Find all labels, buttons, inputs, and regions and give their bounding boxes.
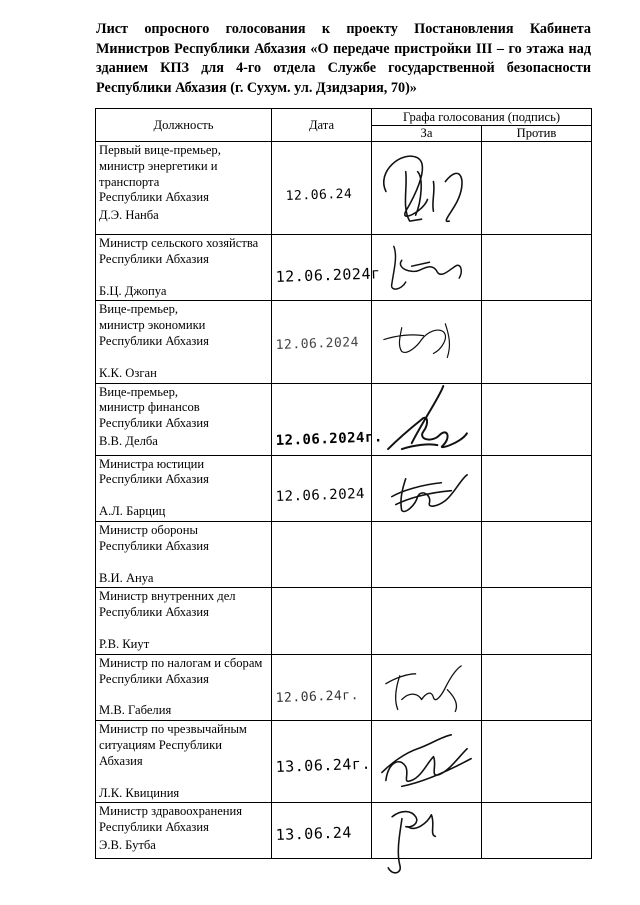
vote-for-cell bbox=[372, 301, 482, 383]
position-cell: Министр обороны Республики Абхазия В.И. Ануа bbox=[96, 521, 272, 587]
handwritten-date: 12.06.24 bbox=[285, 186, 353, 204]
position-cell: Министр по чрезвычайным ситуациям Республики Абхазия Л.К. Квициния bbox=[96, 721, 272, 803]
handwritten-date: 12.06.2024г. bbox=[275, 428, 384, 449]
vote-for-cell bbox=[372, 142, 482, 235]
vote-against-cell bbox=[482, 803, 592, 859]
table-row bbox=[96, 235, 592, 301]
person-name: Р.В. Киут bbox=[99, 636, 150, 651]
position-cell: Первый вице-премьер, министр энергетики и транспорта Республики Абхазия Д.Э. Нанба bbox=[96, 142, 272, 235]
position-cell: Министр здравоохранения Республики Абхазия Э.В. Бутба bbox=[96, 803, 272, 859]
signature bbox=[372, 803, 481, 858]
table-row bbox=[96, 455, 592, 521]
date-cell bbox=[272, 235, 381, 301]
date-cell bbox=[272, 721, 372, 803]
table-row bbox=[96, 588, 592, 654]
handwritten-date: 12.06.24г. bbox=[275, 688, 360, 707]
table-row bbox=[96, 383, 592, 455]
table-row bbox=[96, 654, 592, 720]
vote-against-cell bbox=[482, 383, 592, 455]
position-cell: Министр сельского хозяйства Республики Абхазия Б.Ц. Джопуа bbox=[96, 235, 272, 301]
signature bbox=[372, 721, 481, 802]
position-cell: Министра юстиции Республики Абхазия А.Л. Барциц bbox=[96, 455, 272, 521]
person-name: А.Л. Барциц bbox=[99, 504, 166, 519]
handwritten-date: 12.06.2024 bbox=[275, 334, 360, 353]
header-for: За bbox=[372, 126, 482, 142]
table-row bbox=[96, 521, 592, 587]
header-date: Дата bbox=[272, 109, 372, 142]
vote-for-cell bbox=[372, 235, 482, 301]
person-name: Д.Э. Нанба bbox=[99, 208, 159, 223]
signature bbox=[372, 235, 481, 300]
table-row bbox=[96, 803, 592, 859]
table-row bbox=[96, 301, 592, 383]
vote-for-cell bbox=[372, 721, 482, 803]
date-cell bbox=[272, 521, 372, 587]
table-row bbox=[96, 142, 592, 235]
vote-against-cell bbox=[482, 142, 592, 235]
handwritten-date: 12.06.2024г bbox=[275, 264, 381, 287]
vote-for-cell bbox=[372, 383, 482, 455]
date-cell bbox=[272, 588, 372, 654]
person-name: В.И. Ануа bbox=[99, 570, 154, 585]
handwritten-date bbox=[276, 635, 369, 638]
vote-for-cell bbox=[372, 455, 482, 521]
vote-against-cell bbox=[482, 588, 592, 654]
signature bbox=[372, 301, 481, 382]
date-cell bbox=[272, 654, 372, 720]
vote-against-cell bbox=[482, 235, 592, 301]
signature bbox=[372, 142, 481, 234]
vote-against-cell bbox=[482, 521, 592, 587]
person-name: В.В. Делба bbox=[99, 433, 158, 448]
person-name: Э.В. Бутба bbox=[99, 837, 156, 852]
position-cell: Министр по налогам и сборам Республики Абхазия М.В. Габелия bbox=[96, 654, 272, 720]
signature bbox=[372, 384, 481, 455]
signature bbox=[372, 655, 481, 720]
date-cell bbox=[272, 455, 372, 521]
handwritten-date: 13.06.24 bbox=[275, 823, 353, 845]
vote-for-cell bbox=[372, 521, 482, 587]
date-cell bbox=[272, 301, 372, 383]
vote-for-cell bbox=[372, 654, 482, 720]
header-against: Против bbox=[482, 126, 592, 142]
voting-table bbox=[95, 108, 592, 859]
vote-for-cell bbox=[372, 588, 482, 654]
handwritten-date bbox=[276, 568, 369, 571]
vote-against-cell bbox=[482, 654, 592, 720]
person-name: К.К. Озган bbox=[99, 365, 157, 380]
signature bbox=[372, 456, 481, 521]
person-name: М.В. Габелия bbox=[99, 703, 172, 718]
document-title: Лист опросного голосования к проекту Постановления Кабинета Министров Республики Абхазия «О передаче пристройки III – го этажа над зданием КПЗ для 4-го отдела Службе государственной безопасности Республики Абхазия (г. Сухум. ул. Дзидзария, 70)» bbox=[96, 21, 591, 96]
handwritten-date: 12.06.2024 bbox=[275, 485, 366, 505]
header-position: Должность bbox=[96, 109, 272, 142]
person-name: Л.К. Квициния bbox=[99, 785, 180, 800]
date-cell bbox=[272, 383, 384, 455]
vote-for-cell bbox=[372, 803, 482, 859]
position-cell: Вице-премьер, министр экономики Республики Абхазия К.К. Озган bbox=[96, 301, 272, 383]
vote-against-cell bbox=[482, 301, 592, 383]
date-cell bbox=[272, 803, 372, 859]
position-cell: Вице-премьер, министр финансов Республики Абхазия В.В. Делба bbox=[96, 383, 272, 455]
person-name: Б.Ц. Джопуа bbox=[99, 283, 167, 298]
header-vote-group: Графа голосования (подпись) bbox=[372, 109, 592, 126]
vote-against-cell bbox=[482, 721, 592, 803]
vote-against-cell bbox=[482, 455, 592, 521]
handwritten-date: 13.06.24г. bbox=[275, 755, 372, 777]
table-row bbox=[96, 721, 592, 803]
date-cell bbox=[272, 142, 372, 235]
position-cell: Министр внутренних дел Республики Абхазия Р.В. Киут bbox=[96, 588, 272, 654]
